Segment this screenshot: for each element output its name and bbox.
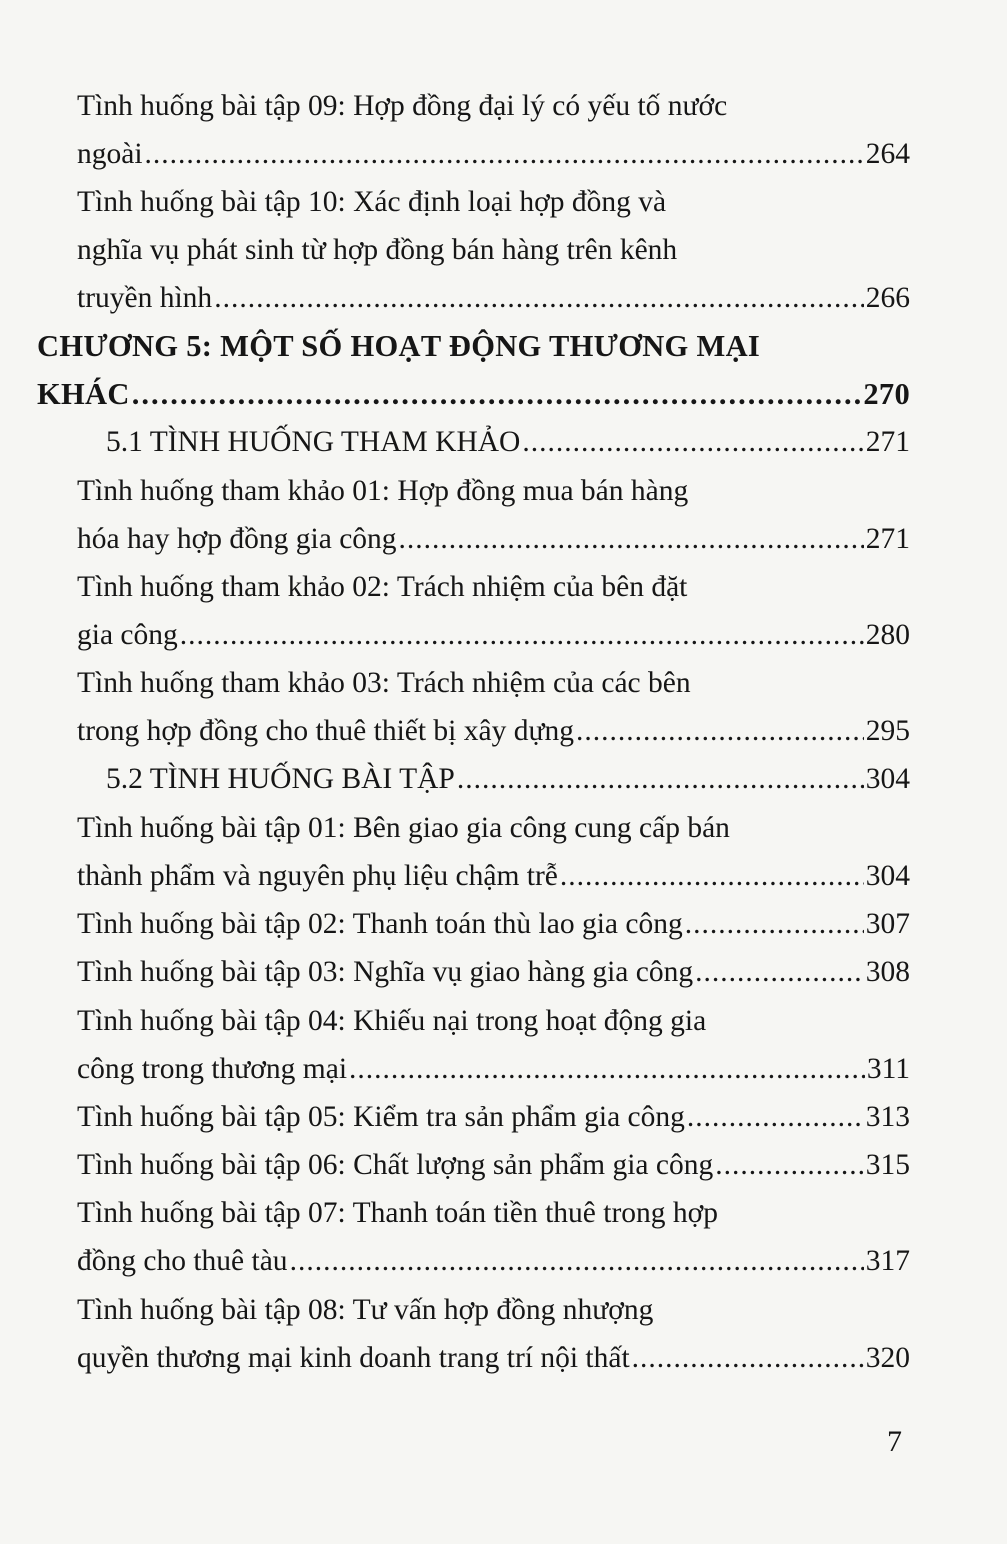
dot-leader bbox=[522, 422, 863, 462]
toc-entry-line bbox=[77, 615, 910, 655]
toc-page-number: 270 bbox=[863, 377, 910, 411]
toc-entry-line bbox=[77, 952, 910, 992]
toc-entry-line bbox=[77, 278, 910, 318]
toc-entry-line: Tình huống tham khảo 02: Trách nhiệm của bên đặt bbox=[77, 571, 688, 603]
toc-entry-line: Tình huống bài tập 01: Bên giao gia công cung cấp bán bbox=[77, 812, 730, 844]
toc-page-number: 304 bbox=[865, 763, 910, 795]
toc-page-number: 271 bbox=[865, 523, 910, 555]
dot-leader bbox=[145, 134, 864, 174]
dot-leader bbox=[214, 278, 864, 318]
toc-entry-line bbox=[77, 1241, 910, 1281]
toc-page-number: 315 bbox=[865, 1149, 910, 1181]
toc-page-number: 266 bbox=[865, 282, 910, 314]
toc-entry-line bbox=[77, 711, 910, 751]
dot-leader bbox=[576, 711, 864, 751]
toc-entry-line: Tình huống bài tập 08: Tư vấn hợp đồng nhượng bbox=[77, 1294, 654, 1326]
toc-entry-text: ngoài bbox=[77, 138, 143, 170]
toc-entry-text: thành phẩm và nguyên phụ liệu chậm trễ bbox=[77, 860, 558, 892]
toc-page-number: 295 bbox=[865, 715, 910, 747]
section-heading bbox=[106, 422, 910, 462]
toc-entry-text: Tình huống bài tập 03: Nghĩa vụ giao hàng gia công bbox=[77, 956, 694, 988]
toc-entry-line: Tình huống bài tập 09: Hợp đồng đại lý có yếu tố nước bbox=[77, 90, 728, 122]
toc-entry-text: gia công bbox=[77, 619, 178, 651]
toc-entry-line bbox=[77, 519, 910, 559]
toc-entry-line bbox=[77, 904, 910, 944]
section-heading-text: 5.1 TÌNH HUỐNG THAM KHẢO bbox=[106, 426, 521, 458]
toc-entry-line bbox=[77, 856, 910, 896]
toc-page-number: 311 bbox=[866, 1053, 910, 1085]
section-heading-text: 5.2 TÌNH HUỐNG BÀI TẬP bbox=[106, 763, 455, 795]
chapter-heading-text: KHÁC bbox=[37, 377, 130, 411]
dot-leader bbox=[685, 904, 864, 944]
dot-leader bbox=[687, 1097, 864, 1137]
dot-leader bbox=[290, 1241, 864, 1281]
dot-leader bbox=[180, 615, 864, 655]
toc-entry-text: Tình huống bài tập 06: Chất lượng sản phẩm gia công bbox=[77, 1149, 714, 1181]
chapter-heading: CHƯƠNG 5: MỘT SỐ HOẠT ĐỘNG THƯƠNG MẠI bbox=[37, 329, 761, 363]
toc-page-number: 264 bbox=[865, 138, 910, 170]
chapter-heading-line bbox=[37, 374, 910, 414]
dot-leader bbox=[399, 519, 864, 559]
toc-page-number: 304 bbox=[865, 860, 910, 892]
page-number: 7 bbox=[887, 1425, 902, 1458]
dot-leader bbox=[632, 1338, 864, 1378]
toc-entry-line: Tình huống bài tập 07: Thanh toán tiền thuê trong hợp bbox=[77, 1197, 719, 1229]
toc-entry-line: Tình huống bài tập 10: Xác định loại hợp đồng và bbox=[77, 186, 667, 218]
toc-entry-text: trong hợp đồng cho thuê thiết bị xây dựng bbox=[77, 715, 574, 747]
dot-leader bbox=[457, 759, 864, 799]
dot-leader bbox=[349, 1049, 865, 1089]
toc-page-number: 313 bbox=[865, 1101, 910, 1133]
toc-entry-line bbox=[77, 1097, 910, 1137]
toc-entry-text: truyền hình bbox=[77, 282, 213, 314]
dot-leader bbox=[560, 856, 864, 896]
toc-page-number: 307 bbox=[865, 908, 910, 940]
toc-page-number: 308 bbox=[865, 956, 910, 988]
toc-page-number: 317 bbox=[865, 1245, 910, 1277]
toc-entry-text: quyền thương mại kinh doanh trang trí nội thất bbox=[77, 1342, 630, 1374]
dot-leader bbox=[695, 952, 864, 992]
toc-entry-text: đồng cho thuê tàu bbox=[77, 1245, 288, 1277]
toc-entry-line: Tình huống tham khảo 03: Trách nhiệm của các bên bbox=[77, 667, 691, 699]
toc-entry-line bbox=[77, 1145, 910, 1185]
toc-page-number: 320 bbox=[865, 1342, 910, 1374]
toc-entry-line bbox=[77, 134, 910, 174]
toc-entry-line bbox=[77, 1049, 910, 1089]
toc-entry-line: Tình huống tham khảo 01: Hợp đồng mua bán hàng bbox=[77, 475, 689, 507]
toc-entry-line bbox=[77, 1338, 910, 1378]
toc-entry-line: nghĩa vụ phát sinh từ hợp đồng bán hàng trên kênh bbox=[77, 234, 678, 266]
section-heading bbox=[106, 759, 910, 799]
toc-entry-text: công trong thương mại bbox=[77, 1053, 348, 1085]
toc-entry-text: hóa hay hợp đồng gia công bbox=[77, 523, 397, 555]
toc-entry-text: Tình huống bài tập 02: Thanh toán thù lao gia công bbox=[77, 908, 683, 940]
toc-entry-text: Tình huống bài tập 05: Kiểm tra sản phẩm gia công bbox=[77, 1101, 685, 1133]
toc-entry-line: Tình huống bài tập 04: Khiếu nại trong hoạt động gia bbox=[77, 1005, 707, 1037]
dot-leader bbox=[715, 1145, 864, 1185]
toc-page-number: 271 bbox=[865, 426, 910, 458]
toc-page-number: 280 bbox=[865, 619, 910, 651]
dot-leader bbox=[132, 374, 862, 414]
